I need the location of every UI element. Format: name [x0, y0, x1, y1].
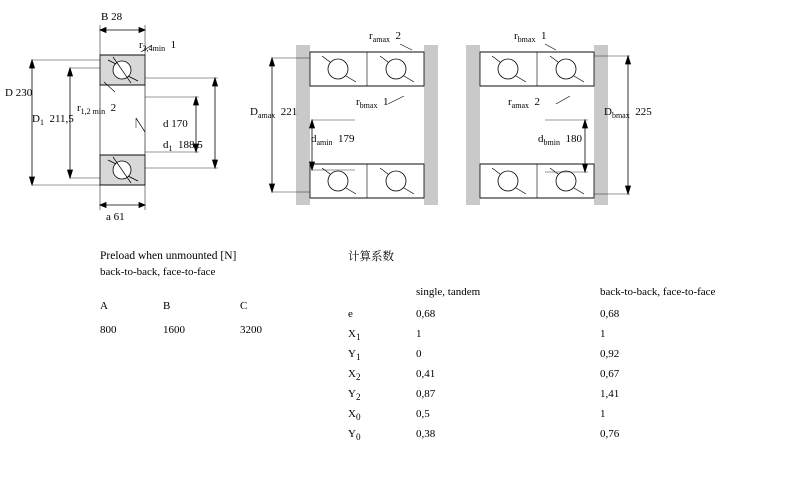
factors-btb-X0: 1	[600, 408, 606, 420]
factors-btb-X2: 0,67	[600, 368, 620, 380]
factors-symbol-Y1: Y	[348, 348, 356, 360]
factors-sub-X1: 1	[355, 332, 361, 343]
dim-sub-dbmin: bmin	[543, 138, 560, 148]
factors-sub-X2: 2	[355, 372, 361, 383]
factors-symbol-X2: X	[348, 368, 356, 380]
factors-btb-e: 0,68	[600, 308, 620, 320]
dim-symbol-r34min: r	[139, 39, 143, 51]
dim-label-a	[106, 211, 125, 223]
factors-btb-Y0: 0,76	[600, 428, 620, 440]
dim-value-r34min: 1	[170, 39, 177, 51]
dim-symbol-ramax-mid: r	[508, 96, 512, 108]
right-bearing-B-lower	[480, 164, 594, 198]
dim-label-rbmax-top	[514, 30, 546, 44]
dim-value-damin: 179	[338, 133, 355, 145]
preload-header-A: A	[100, 300, 108, 312]
right-bearing-B-upper	[480, 52, 594, 86]
factors-row	[348, 328, 778, 348]
factors-sub-Y1: 1	[355, 352, 361, 363]
dim-value-D: 230	[15, 87, 33, 99]
dim-sub-Damax: amax	[257, 111, 276, 121]
dim-symbol-B: B	[101, 11, 109, 23]
left-bearing-upper	[100, 55, 145, 85]
dim-value-B: 28	[111, 11, 123, 23]
factors-single-X0: 0,5	[416, 408, 430, 420]
dim-sub-Dbmax: bmax	[611, 111, 630, 121]
preload-value-B: 1600	[163, 324, 185, 336]
factors-sub-Y2: 2	[355, 392, 361, 403]
factors-btb-Y1: 0,92	[600, 348, 620, 360]
dim-sub-ramax-mid: amax	[511, 101, 529, 111]
factors-header-btb: back-to-back, face-to-face	[600, 286, 716, 298]
dim-symbol-rbmax-mid: r	[356, 96, 360, 108]
factors-table-title: 计算系数	[348, 249, 394, 263]
factors-single-Y0: 0,38	[416, 428, 436, 440]
dim-label-Damax	[250, 106, 297, 120]
dim-value-a: 61	[113, 211, 125, 223]
factors-btb-X1: 1	[600, 328, 606, 340]
preload-value-A: 800	[100, 324, 117, 336]
factors-header-single: single, tandem	[416, 286, 481, 298]
preload-table-subtitle: back-to-back, face-to-face	[100, 266, 216, 278]
preload-value-C: 3200	[240, 324, 262, 336]
dim-value-ramax-mid: 2	[534, 96, 540, 108]
preload-table	[100, 250, 330, 342]
dim-symbol-Dbmax: D	[604, 106, 612, 118]
dim-symbol-Damax: D	[250, 106, 258, 118]
dim-sub-rbmax-top: bmax	[517, 35, 536, 45]
dim-value-Dbmax: 225	[635, 106, 652, 118]
dim-symbol-D: D	[5, 87, 13, 99]
dim-symbol-dbmin: d	[538, 133, 544, 145]
factors-symbol-Y0: Y	[348, 428, 356, 440]
factors-symbol-Y2: Y	[348, 388, 356, 400]
dim-value-dbmin: 180	[565, 133, 582, 145]
dim-label-ramax-top	[369, 30, 401, 44]
dim-label-damin	[311, 133, 355, 147]
dim-symbol-d: d	[163, 118, 169, 130]
right-bearing-A-lower	[310, 164, 424, 198]
dim-symbol-damin: d	[311, 133, 317, 145]
dim-value-Damax: 221	[280, 106, 298, 118]
dim-sub-D1: 1	[39, 118, 44, 128]
factors-symbol-X0: X	[348, 408, 356, 420]
dim-label-rbmax-mid	[356, 96, 388, 110]
dim-label-Dbmax	[604, 106, 652, 120]
dim-sub-rbmax-mid: bmax	[359, 101, 378, 111]
factors-sub-Y0: 0	[355, 432, 361, 443]
factors-row	[348, 368, 778, 388]
factors-row	[348, 348, 778, 368]
factors-row	[348, 388, 778, 408]
factors-symbol-e: e	[348, 308, 353, 320]
dim-sub-r12min: 1,2 min	[80, 107, 106, 117]
factors-sub-X0: 0	[355, 412, 361, 423]
factors-single-Y1: 0	[416, 348, 422, 360]
dim-sub-ramax-top: amax	[372, 35, 390, 45]
factors-single-X1: 1	[416, 328, 422, 340]
factors-row	[348, 408, 778, 428]
preload-header-C: C	[240, 300, 248, 312]
dim-symbol-ramax-top: r	[369, 30, 373, 42]
dim-sub-d1: 1	[168, 144, 173, 154]
factors-symbol-X1: X	[348, 328, 356, 340]
dim-sub-r34min: 3,4min	[142, 44, 166, 54]
dim-label-D1	[32, 113, 74, 127]
factors-btb-Y2: 1,41	[600, 388, 620, 400]
preload-table-title: Preload when unmounted [N]	[100, 250, 237, 262]
factors-row	[348, 428, 778, 448]
factors-row	[348, 308, 778, 328]
dim-value-D1: 211,5	[49, 113, 74, 125]
dim-symbol-r12min: r	[77, 102, 81, 114]
dim-label-dbmin	[538, 133, 582, 147]
left-bearing-lower	[100, 155, 145, 185]
dim-label-r34min	[139, 39, 176, 53]
factors-single-e: 0,68	[416, 308, 436, 320]
dim-value-ramax-top: 2	[395, 30, 401, 42]
factors-single-X2: 0,41	[416, 368, 436, 380]
dim-label-ramax-mid	[508, 96, 540, 110]
dim-label-D	[5, 87, 32, 99]
preload-header-B: B	[163, 300, 171, 312]
right-bearing-A-upper	[310, 52, 424, 86]
factors-table	[348, 248, 778, 448]
factors-single-Y2: 0,87	[416, 388, 436, 400]
dim-sub-damin: amin	[316, 138, 333, 148]
dim-value-rbmax-top: 1	[540, 30, 547, 42]
dim-value-r12min: 2	[110, 102, 117, 114]
dim-value-d1: 188,5	[178, 139, 203, 151]
dim-value-rbmax-mid: 1	[382, 96, 389, 108]
dim-value-d: 170	[171, 118, 188, 130]
dim-label-d1	[163, 139, 203, 153]
dim-symbol-a: a	[106, 211, 111, 223]
dim-label-r12min	[77, 102, 116, 116]
dim-label-d	[163, 118, 188, 130]
dim-symbol-rbmax-top: r	[514, 30, 518, 42]
dim-symbol-D1: D	[32, 113, 40, 125]
dim-label-B	[101, 11, 122, 23]
dim-symbol-d1: d	[163, 139, 169, 151]
